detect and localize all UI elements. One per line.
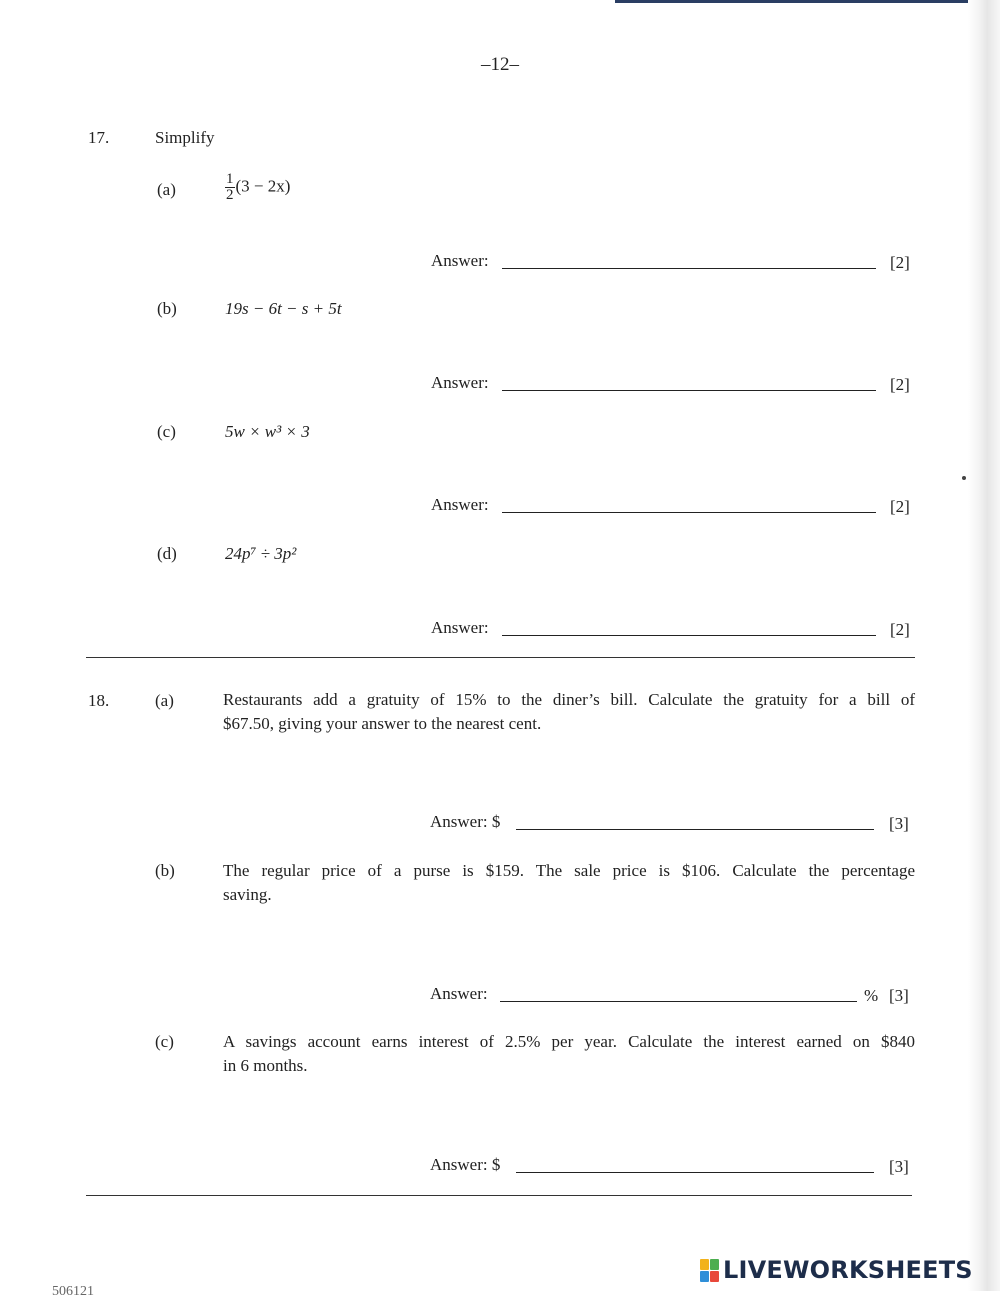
q18a-answer-label: Answer: $ [430, 812, 501, 831]
q17a-expression [225, 172, 290, 203]
q18c-label: (c) [155, 1032, 174, 1051]
q17a-answer-label: Answer: [431, 251, 489, 270]
q18b-text-line1: The regular price of a purse is $159. The sale price is $106. Calculate the percentage [223, 861, 915, 880]
q18b-text [223, 859, 915, 907]
q17d-answer-line[interactable] [502, 634, 876, 636]
q18c-text [223, 1030, 915, 1078]
q18b-text-line2: saving. [223, 885, 272, 904]
q17d-expression: 24p⁷ ÷ 3p² [225, 544, 297, 563]
q18a-answer-line[interactable] [516, 828, 874, 830]
q17d-label: (d) [157, 544, 177, 563]
logo-square-red [710, 1271, 719, 1282]
liveworksheets-watermark: LIVEWORKSHEETS [723, 1256, 973, 1284]
q17a-answer-line[interactable] [502, 267, 876, 269]
q17d-marks: [2] [890, 620, 910, 639]
q18b-unit: % [864, 986, 879, 1005]
q18a-marks: [3] [889, 814, 909, 833]
q17b-marks: [2] [890, 375, 910, 394]
q18b-marks: [3] [889, 986, 909, 1005]
section-divider [86, 657, 915, 658]
q18b-label: (b) [155, 861, 175, 880]
q17a-marks: [2] [890, 253, 910, 272]
q17b-label: (b) [157, 299, 177, 318]
q17c-label: (c) [157, 422, 176, 441]
q18c-answer-label: Answer: $ [430, 1155, 501, 1174]
question-17-heading: Simplify [155, 128, 215, 147]
footer-code: 506121 [52, 1284, 94, 1299]
logo-square-green [710, 1259, 719, 1270]
q17d-answer-label: Answer: [431, 618, 489, 637]
q18a-text-line1: Restaurants add a gratuity of 15% to the diner’s bill. Calculate the gratuity for a bill of [223, 690, 915, 709]
q18c-text-line1: A savings account earns interest of 2.5% per year. Calculate the interest earned on $840 [223, 1032, 915, 1051]
q18c-text-line2: in 6 months. [223, 1056, 308, 1075]
liveworksheets-logo-icon [700, 1259, 720, 1283]
q18c-answer-line[interactable] [516, 1171, 874, 1173]
section-divider-bottom [86, 1195, 912, 1196]
q17a-rest: (3 − 2x) [235, 176, 291, 196]
q17a-fraction [225, 172, 235, 203]
q17b-answer-line[interactable] [502, 389, 876, 391]
q18b-answer-label: Answer: [430, 984, 488, 1003]
scan-speck [962, 476, 966, 480]
scan-edge-right [968, 0, 1000, 1291]
q17c-answer-line[interactable] [502, 511, 876, 513]
q17b-expression: 19s − 6t − s + 5t [225, 299, 342, 318]
q17c-expression: 5w × w³ × 3 [225, 422, 310, 441]
q18a-text [223, 688, 915, 736]
q17a-denominator: 2 [226, 187, 234, 203]
q17c-answer-label: Answer: [431, 495, 489, 514]
q17a-label: (a) [157, 180, 176, 199]
q18c-marks: [3] [889, 1157, 909, 1176]
q17c-marks: [2] [890, 497, 910, 516]
question-17-number: 17. [88, 128, 110, 147]
question-18-number: 18. [88, 691, 110, 710]
logo-square-blue [700, 1271, 709, 1282]
logo-square-yellow [700, 1259, 709, 1270]
scan-edge-top [615, 0, 970, 3]
q17a-numerator: 1 [226, 171, 234, 187]
q18a-text-line2: $67.50, giving your answer to the nearest cent. [223, 714, 542, 733]
page-number: –12– [481, 54, 519, 75]
q17b-answer-label: Answer: [431, 373, 489, 392]
q18b-answer-line[interactable] [500, 1000, 857, 1002]
q18a-label: (a) [155, 691, 174, 710]
